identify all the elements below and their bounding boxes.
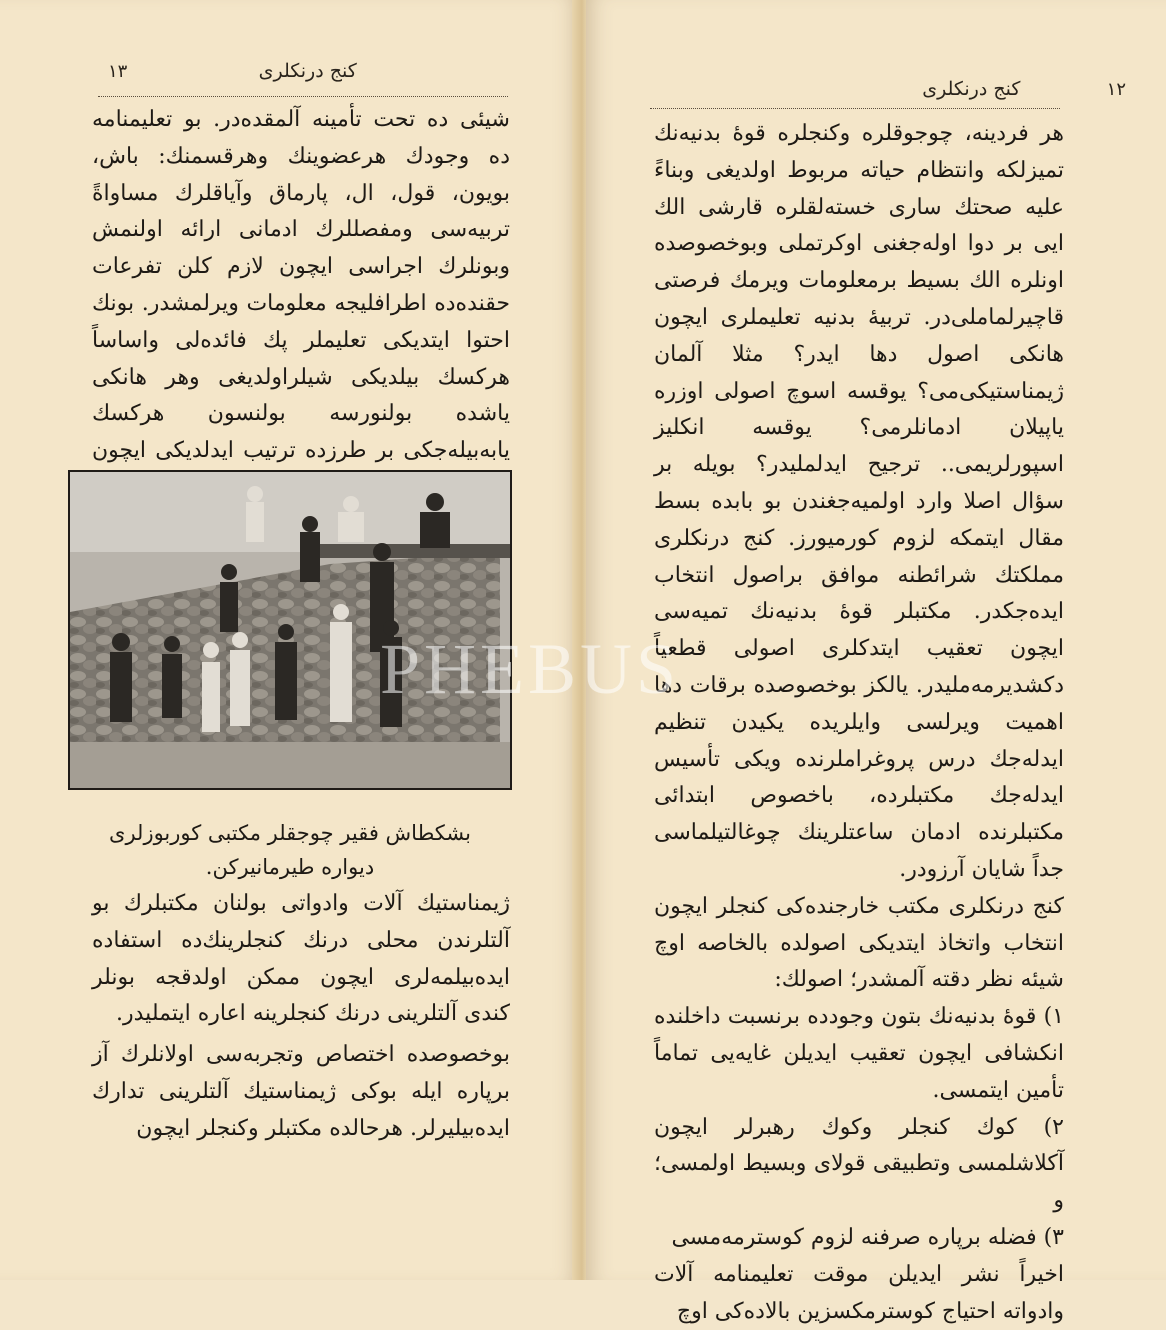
left-header-rule: [98, 96, 508, 97]
left-paragraph: شيئى ده تحت تأمينه آلمقده‌در. بو تعليمنامه ده وجودك هرعضوينك وهرقسمنك: باش، بويون، قول، ال، پارماق وآياقلرك مساواةً تربيه‌سى ومفصللرك ادمانى ارائه اولنمش وبونلرك اجراسى ايچون لازم كلن تفرعات حقنده‌ده اطرافليجه معلومات ويرلمشدر. بونك احتوا ايتديكى تعليملر پك فائده‌لى واساساً هركسك بيلديكى شيلراولديغى وهر هانكى ياشده بولنورسه بولنسون هركسك يابه‌بيله‌جكى بر طرزده ترتيب ايدلديكى ايچون: [92, 107, 510, 464]
left-page-number: ١٣: [108, 60, 128, 82]
right-text: [654, 116, 1064, 1330]
right-paragraph: ٣) فضله برپاره صرفنه لزوم كوسترمه‌مسى: [671, 1224, 1064, 1250]
right-paragraph: هر فردينه، چوجوقلره وكنجلره قوهٔ بدنيه‌نك تميزلكه وانتظام حياته مربوط اولديغى وبناءً عليه صحتك سارى خسته‌لقلره قارشى الك ايى بر دوا اوله‌جغنى اوكرتملى وبوخصوصده اونلره الك بسيط برمعلومات ويرمك فرصتى قاچيرلماملى‌در. تربيهٔ بدنيه تعليملرى ايچون هانكى اصول دها ايدر؟ مثلا آلمان ژيمناستيكى‌مى؟ يوقسه اسوچ اصولى اوزره ياپيلان ادمانلرمى؟ يوقسه انكليز اسپورلريمى.. ترجيح ايدلمليدر؟ بويله بر سؤال اصلا وارد اولميه‌جغندن بو بابده بسط مقال ايتمكه لزوم كورميورز. كنج درنكلرى مملكتك شرائطنه موافق براصول انتخاب ايده‌جكدر. مكتبلر قوهٔ بدنيه‌نك تميه‌سى ايچون تعقيب ايتدكلرى اصولى قطعياً دكشديرمه‌مليدر. يالكز بوخصوصده برقات دها اهميت ويرلسى وايلريده يكيدن تنظيم ايدله‌جك درس پروغراملرنده ويكى تأسيس ايدله‌جك مكتبلرده، باخصوص ابتدائى مكتبلرنده ادمان ساعتلرينك چوغالتيلماسى جداً شايان آرزودر.: [654, 121, 1064, 882]
right-paragraph: كنج درنكلرى مكتب خارجنده‌كى كنجلر ايچون انتخاب واتخاذ ايتديكى اصولده بالخاصه اوچ شيئه نظر دقته آلمشدر؛ اصولك:: [654, 893, 1064, 993]
photo-caption: بشكطاش فقير چوجقلر مكتبى كوربوزلرى ديواره طيرمانيركن.: [109, 821, 471, 879]
left-paragraph: ژيمناستيك آلات وادواتى بولنان مكتبلرك بو آلتلرندن محلى درنك كنجلرينك‌ده استفاده ايده‌بيلمه‌لرى ايچون ممكن اولدقجه بونلر كندى آلتلرينى درنك كنجلرينه اعاره ايتمليدر.: [92, 891, 510, 1027]
right-header-rule: [650, 108, 1060, 109]
right-page-number: ١٢: [1106, 78, 1126, 100]
right-paragraph: اخيراً نشر ايديلن موقت تعليمنامه آلات وادواته احتياج كوسترمكسزين بالاده‌كى اوچ: [654, 1261, 1064, 1324]
right-running-head: [816, 74, 1126, 104]
left-running-title: كنج درنكلرى: [258, 60, 357, 82]
left-running-head: [108, 56, 508, 86]
left-paragraph: بوخصوصده اختصاص وتجربه‌سى اولانلرك آز برپاره ايله بوكى ژيمناستيك آلتلرينى تدارك ايده‌بيليرلر. هرحالده مكتبلر وكنجلر ايچون: [92, 1042, 510, 1141]
left-text-bottom: [92, 886, 510, 1148]
right-running-title: كنج درنكلرى: [922, 78, 1021, 100]
right-paragraph: ٢) كوك كنجلر وكوك رهبرلر ايچون آكلاشلمسى وتطبيقى قولاى وبسيط اولمسى؛ و: [654, 1114, 1064, 1214]
right-paragraph: ١) قوهٔ بدنيه‌نك بتون وجودده برنسبت داخلنده انكشافى ايچون تعقيب ايديلن غايه‌يى تماماً تأمين ايتمسى.: [654, 1004, 1064, 1103]
watermark: PHEBUS: [380, 629, 681, 709]
